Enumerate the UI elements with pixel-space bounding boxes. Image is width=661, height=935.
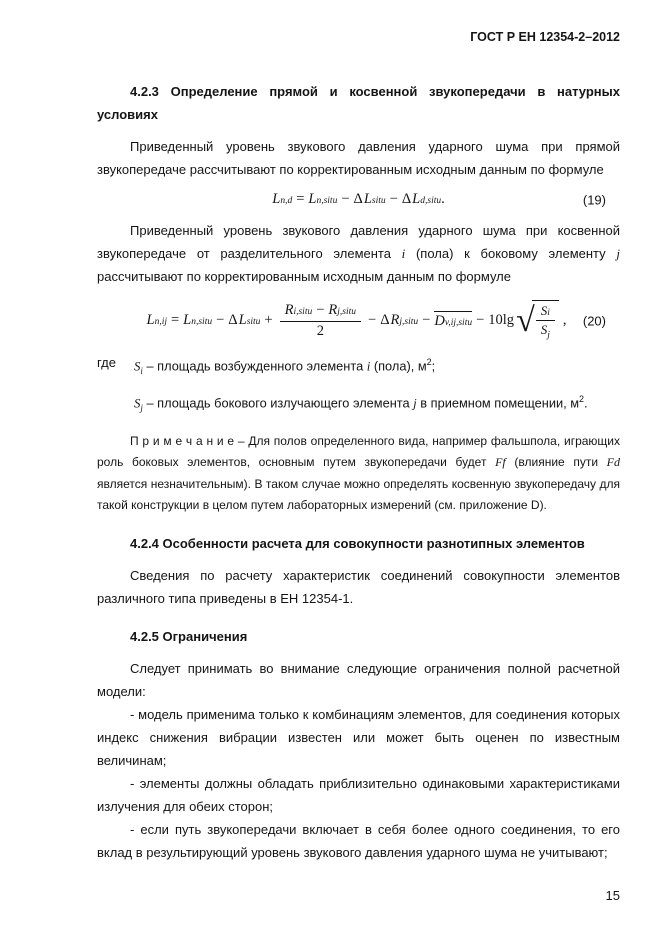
log-operator: 10lg: [488, 312, 515, 329]
minus-sign: −: [422, 312, 431, 329]
comma: ,: [562, 312, 567, 329]
where-block: [97, 351, 620, 425]
formula-19: [97, 186, 620, 214]
where-label: где: [97, 355, 116, 370]
minus-sign: −: [476, 312, 485, 329]
section-heading-4-2-4: 4.2.4 Особенности расчета для совокупности разнотипных элементов: [130, 535, 585, 551]
paragraph-direct-transmission: Приведенный уровень звукового давления ударного шума при прямой звукопередаче рассчитывают по корректированным исходным данным по формуле: [97, 139, 620, 177]
variable-i: i: [401, 246, 406, 261]
fraction-denominator: $S_j$: [540, 322, 550, 341]
variable-ff: Ff: [495, 455, 506, 470]
fraction: [280, 302, 361, 340]
formula-term: L n,situ: [308, 191, 338, 208]
where-item-sj: $S_j$ – площадь бокового излучающего элемента j в приемном помещении, $м^2$.: [134, 393, 588, 413]
formula-term: Δ L situ: [228, 312, 261, 329]
formula-19-number: (19): [582, 192, 606, 208]
paragraph-mixed-elements: Сведения по расчету характеристик соединений совокупности элементов различного типа приведены в ЕН 12354-1.: [97, 567, 620, 606]
where-definitions: [134, 351, 620, 425]
variable-j: j: [616, 246, 620, 261]
minus-sign: −: [389, 191, 398, 208]
fraction-numerator: R i,situ − R j,situ: [280, 302, 361, 321]
limitation-item-2: - элементы должны обладать приблизительно одинаковыми характеристиками излучения для обеих сторон;: [97, 775, 620, 814]
formula-19-expression: [272, 191, 444, 208]
period: .: [441, 191, 445, 208]
formula-term: L n,d: [272, 191, 293, 208]
averaged-term: D v,ij,situ: [434, 313, 473, 330]
section-heading-4-2-3: 4.2.3 Определение прямой и косвенной звукопередачи в натурных условиях: [97, 84, 620, 122]
limitation-item-1: - модель применима только к комбинациям элементов, для соединения которых индекс снижения вибрации известен или может быть оценен по известным величинам;: [97, 706, 620, 768]
plus-sign: +: [264, 312, 273, 329]
square-root: [516, 300, 559, 342]
delta-symbol: Δ: [401, 191, 412, 208]
formula-20: [97, 295, 620, 347]
radical-sign: √: [516, 301, 535, 339]
variable-fd: Fd: [606, 455, 620, 470]
formula-term: L n,situ: [183, 312, 213, 329]
delta-symbol: Δ: [380, 312, 390, 329]
delta-symbol: Δ: [228, 312, 238, 329]
formula-term: Δ R j,situ: [380, 312, 419, 329]
page-number: 15: [605, 888, 620, 903]
equals-sign: =: [170, 312, 180, 329]
document-code: ГОСТ Р ЕН 12354-2–2012: [470, 30, 620, 44]
limitation-item-3: - если путь звукопередачи включает в себя более одного соединения, то его вклад в результирующий уровень звукового давления ударного шума не учитывают;: [97, 821, 620, 860]
fraction-numerator: S $_i$: [536, 303, 555, 321]
paragraph-limitations-intro: Следует принимать во внимание следующие ограничения полной расчетной модели:: [97, 660, 620, 699]
radicand: [532, 300, 559, 342]
formula-20-expression: [146, 300, 570, 342]
formula-20-number: (20): [582, 313, 606, 329]
note-label: П р и м е ч а н и е: [130, 433, 235, 448]
minus-sign: −: [316, 302, 325, 319]
fraction: [536, 303, 555, 342]
where-row: [97, 351, 620, 425]
fraction-denominator: 2: [316, 322, 324, 339]
delta-symbol: Δ: [353, 191, 363, 208]
formula-term: Δ L situ: [353, 191, 386, 208]
minus-sign: −: [216, 312, 225, 329]
formula-term: Δ L d,situ: [401, 191, 442, 208]
paragraph-flanking-transmission: Приведенный уровень звукового давления ударного шума при косвенной звукопередаче от разделительного элемента i (пола) к боковому элементу j рассчитывают по корректированным исходным данным по формуле: [97, 223, 620, 284]
formula-term: L n,ij: [146, 312, 167, 329]
equals-sign: =: [296, 191, 305, 208]
note-paragraph: П р и м е ч а н и е – Для полов определенного вида, например фальшпола, играющих роль боковых элементов, основным путем звукопередачи будет Ff (влияние пути Fd является незначительным). В таком случае можно определять косвенную звукопередачу для такой конструкции в целом путем лабораторных измерений (см. приложение D).: [97, 433, 620, 513]
where-item-si: $S_i$ – площадь возбужденного элемента i (пола), $м^2$;: [134, 357, 436, 376]
minus-sign: −: [341, 191, 350, 208]
section-heading-4-2-5: 4.2.5 Ограничения: [130, 628, 248, 644]
minus-sign: −: [368, 312, 377, 329]
